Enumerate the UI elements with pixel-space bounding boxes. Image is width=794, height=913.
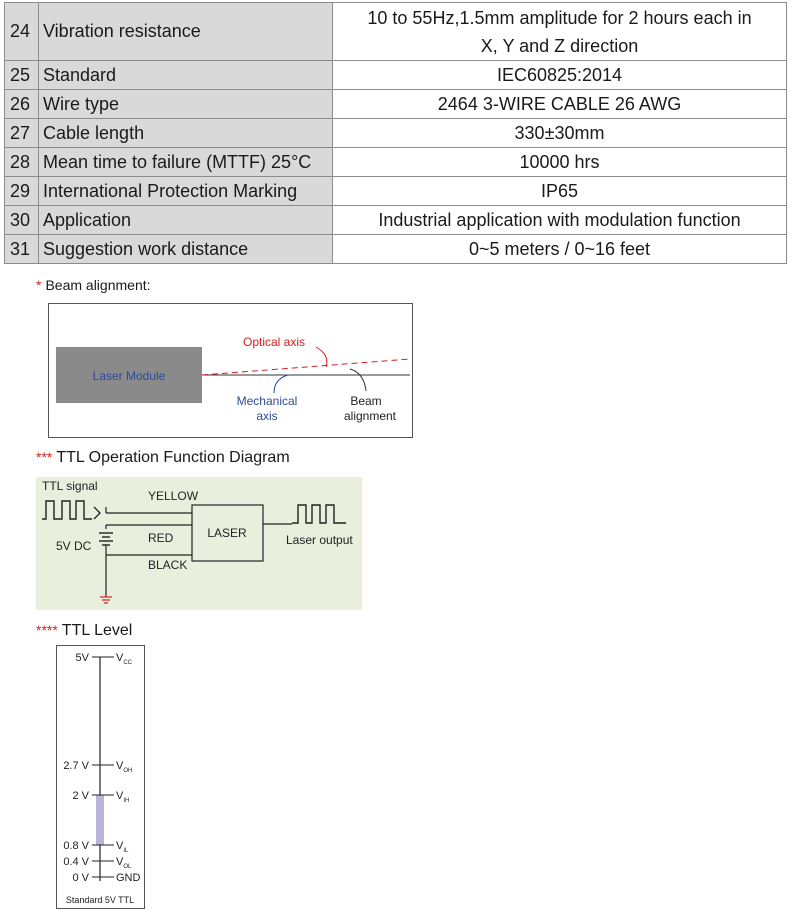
spec-value-line: 330±30mm: [514, 123, 605, 143]
footnote-stars: ****: [36, 622, 58, 638]
spec-row-label: Mean time to failure (MTTF) 25°C: [39, 148, 333, 177]
spec-value-line: IEC60825:2014: [496, 65, 623, 85]
beam-alignment-title: Beam alignment:: [45, 277, 151, 293]
spec-row-number: 25: [5, 61, 39, 90]
spec-row-label: Standard: [39, 61, 333, 90]
spec-row-number: 29: [5, 177, 39, 206]
spec-row-number: 31: [5, 235, 39, 264]
ttl-symbol: V: [116, 790, 124, 802]
ttl-diagram-heading: [36, 449, 290, 467]
spec-row-label: Wire type: [39, 90, 333, 119]
spec-row: [5, 235, 787, 264]
spec-value-line: 10 to 55Hz,1.5mm amplitude for 2 hours each in: [367, 7, 752, 28]
ttl-symbol: V: [116, 840, 124, 852]
spec-value-line: X, Y and Z direction: [480, 35, 639, 56]
spec-row-label: Cable length: [39, 119, 333, 148]
ttl-function-diagram: [36, 477, 362, 610]
spec-row-label: Suggestion work distance: [39, 235, 333, 264]
red-label: RED: [148, 531, 174, 545]
ttl-level-title: TTL Level: [61, 622, 133, 639]
ttl-voltage-label: 5V: [75, 652, 89, 664]
spec-row-number: 24: [5, 3, 39, 61]
ttl-voltage-label: 0 V: [72, 872, 89, 884]
spec-row-value: [333, 235, 787, 264]
spec-value-line: 10000 hrs: [519, 152, 600, 172]
laser-output-label: Laser output: [286, 533, 353, 547]
spec-row: [5, 148, 787, 177]
spec-row: [5, 3, 787, 61]
footnote-stars: ***: [36, 449, 53, 465]
mechanical-axis-label-2: axis: [256, 409, 278, 423]
ttl-symbol-subscript: IH: [123, 798, 130, 804]
ttl-symbol: V: [116, 760, 124, 772]
ttl-level-chart: [56, 645, 146, 910]
spec-row-value: [333, 119, 787, 148]
ttl-symbol-subscript: CC: [123, 660, 133, 666]
ttl-symbol-subscript: OH: [123, 768, 133, 774]
spec-row-value: [333, 148, 787, 177]
spec-row-number: 27: [5, 119, 39, 148]
spec-row-label: International Protection Marking: [39, 177, 333, 206]
ttl-voltage-label: 2 V: [72, 790, 89, 802]
ttl-symbol: GND: [116, 872, 141, 884]
beam-alignment-figure: [48, 303, 414, 439]
laser-module-label: Laser Module: [92, 369, 166, 383]
ttl-diagram-title: TTL Operation Function Diagram: [56, 449, 290, 466]
vdc-label: 5V DC: [56, 539, 92, 553]
spec-row-value: [333, 177, 787, 206]
ttl-undefined-band: [96, 795, 104, 845]
spec-row-value: [333, 3, 787, 61]
spec-table-body: [5, 3, 787, 264]
beam-alignment-label-2: alignment: [343, 409, 397, 423]
spec-row-number: 30: [5, 206, 39, 235]
spec-row: [5, 61, 787, 90]
spec-value-line: Industrial application with modulation function: [378, 210, 741, 230]
mechanical-axis-label-1: Mechanical: [236, 394, 298, 408]
ttl-level-heading: [36, 622, 132, 640]
ttl-symbol-label: [116, 872, 141, 884]
spec-row-number: 26: [5, 90, 39, 119]
spec-row-label: Vibration resistance: [39, 3, 333, 61]
ttl-voltage-label: 0.8 V: [63, 840, 89, 852]
ttl-symbol: V: [116, 856, 124, 868]
spec-row-label: Application: [39, 206, 333, 235]
spec-table: [4, 2, 787, 264]
spec-value-line: 0~5 meters / 0~16 feet: [468, 239, 651, 259]
ttl-level-caption: Standard 5V TTL: [65, 895, 135, 905]
ttl-symbol-subscript: OL: [123, 864, 132, 870]
ttl-voltage-label: 0.4 V: [63, 856, 89, 868]
ttl-symbol-subscript: IL: [123, 848, 129, 854]
spec-row-value: [333, 61, 787, 90]
spec-row: [5, 119, 787, 148]
ttl-signal-label: TTL signal: [42, 479, 98, 493]
yellow-label: YELLOW: [148, 489, 199, 503]
spec-row: [5, 90, 787, 119]
black-label: BLACK: [148, 558, 188, 572]
spec-row: [5, 177, 787, 206]
spec-value-line: IP65: [540, 181, 579, 201]
spec-row-value: [333, 90, 787, 119]
spec-row-value: [333, 206, 787, 235]
footnote-stars: *: [36, 277, 42, 293]
spec-value-line: 2464 3-WIRE CABLE 26 AWG: [437, 94, 682, 114]
ttl-symbol: V: [116, 652, 124, 664]
beam-alignment-heading: [36, 277, 151, 293]
laser-label: LASER: [207, 526, 247, 540]
spec-row-number: 28: [5, 148, 39, 177]
optical-axis-label: Optical axis: [242, 335, 306, 349]
beam-alignment-label-1: Beam: [350, 394, 382, 408]
spec-row: [5, 206, 787, 235]
ttl-voltage-label: 2.7 V: [63, 760, 89, 772]
